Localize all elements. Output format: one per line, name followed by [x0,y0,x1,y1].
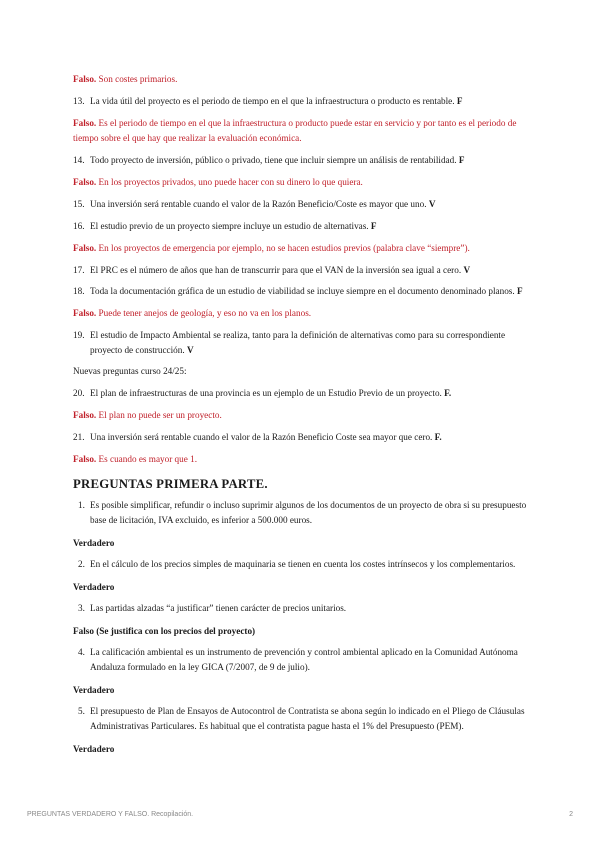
verdict: Verdadero [73,538,115,548]
note-text: Puede tener anejos de geología, y eso no va en los planos. [98,308,312,318]
question-text: Una inversión será rentable cuando el valor de la Razón Beneficio/Coste es mayor que uno. [90,199,427,209]
page-content [73,72,533,763]
verdict: Verdadero [73,744,115,754]
question-answer: V [186,345,194,355]
note-21 [73,452,533,467]
question-15 [73,197,533,212]
question-number: 13. [73,96,85,106]
question-number: 20. [73,388,85,398]
question-19 [73,328,533,358]
question-number: 19. [73,330,85,340]
section-heading: PREGUNTAS PRIMERA PARTE. [73,477,268,491]
question-number: 14. [73,155,85,165]
note-text: Son costes primarios. [98,74,178,84]
note-label: Falso. [73,454,97,464]
note-label: Falso. [73,118,97,128]
note-16 [73,241,533,256]
pq-3 [73,601,533,616]
note-18 [73,306,533,321]
verdict: Verdadero [73,582,115,592]
pq-4 [73,645,533,675]
question-text: Es posible simplificar, refundir o incluso suprimir algunos de los documentos de un proyecto de obra si su presupuesto base de licitación, IVA excluido, es inferior a 500.000 euros. [90,500,527,525]
question-number: 3. [78,603,85,613]
question-text: El PRC es el número de años que han de transcurrir para que el VAN de la inversión sea igual a cero. [90,265,462,275]
question-answer: F [458,155,465,165]
verdict: Verdadero [73,685,115,695]
page-footer [27,811,573,818]
question-number: 16. [73,221,85,231]
note-label: Falso. [73,308,97,318]
question-text: El estudio de Impacto Ambiental se realiza, tanto para la definición de alternativas como para su correspondiente proyecto de construcción. [90,330,506,355]
question-text: La calificación ambiental es un instrumento de prevención y control ambiental aplicado en la Comunidad Autónoma Andaluza formulado en la ley GICA (7/2007, de 9 de julio). [90,647,518,672]
note-text: En los proyectos de emergencia por ejemplo, no se hacen estudios previos (palabra clave “siempre”). [98,243,470,253]
question-number: 2. [78,559,85,569]
pq-2 [73,557,533,572]
question-text: Las partidas alzadas “a justificar” tienen carácter de precios unitarios. [90,603,347,613]
footer-title: PREGUNTAS VERDADERO Y FALSO. Recopilación. [27,811,194,818]
question-number: 4. [78,647,85,657]
pq-5 [73,704,533,734]
question-18 [73,284,533,299]
question-16 [73,219,533,234]
question-text: El plan de infraestructuras de una provincia es un ejemplo de un Estudio Previo de un proyecto. [90,388,442,398]
new-questions-label: Nuevas preguntas curso 24/25: [73,366,187,376]
question-number: 21. [73,432,85,442]
question-answer: F [516,286,523,296]
note-text: Es cuando es mayor que 1. [98,454,198,464]
note-label: Falso. [73,243,97,253]
note-12 [73,72,533,87]
note-13 [73,116,533,146]
question-number: 17. [73,265,85,275]
question-text: El estudio previo de un proyecto siempre incluye un estudio de alternativas. [90,221,369,231]
question-14 [73,153,533,168]
question-number: 1. [78,500,85,510]
pq-1 [73,498,533,528]
question-text: En el cálculo de los precios simples de maquinaria se tienen en cuenta los costes intrínsecos y los complementarios. [90,559,516,569]
question-text: El presupuesto de Plan de Ensayos de Autocontrol de Contratista se abona según lo indicado en el Pliego de Cláusulas Administrativas Particulares. Es habitual que el contratista pague hasta el 1% del Presupuesto (PEM). [90,706,525,731]
note-label: Falso. [73,74,97,84]
note-label: Falso. [73,177,97,187]
question-text: Una inversión será rentable cuando el valor de la Razón Beneficio Coste sea mayor que cero. [90,432,433,442]
question-20 [73,386,533,401]
question-answer: V [463,265,471,275]
question-text: La vida útil del proyecto es el periodo de tiempo en el que la infraestructura o producto es rentable. [90,96,455,106]
question-answer: V [428,199,436,209]
question-answer: F [370,221,377,231]
note-text: Es el periodo de tiempo en el que la infraestructura o producto puede estar en servicio y por tanto es el periodo de tiempo sobre el que hay que realizar la evaluación económica. [73,118,517,143]
question-answer: F [456,96,463,106]
note-14 [73,175,533,190]
question-number: 15. [73,199,85,209]
question-17 [73,263,533,278]
note-20 [73,408,533,423]
page-number: 2 [569,811,573,818]
question-text: Toda la documentación gráfica de un estudio de viabilidad se incluye siempre en el documento denominado planos. [90,286,515,296]
question-13 [73,94,533,109]
question-number: 18. [73,286,85,296]
note-text: En los proyectos privados, uno puede hacer con su dinero lo que quiera. [98,177,363,187]
question-text: Todo proyecto de inversión, público o privado, tiene que incluir siempre un análisis de rentabilidad. [90,155,457,165]
question-number: 5. [78,706,85,716]
question-21 [73,430,533,445]
question-answer: F. [434,432,442,442]
question-answer: F. [444,388,452,398]
note-text: El plan no puede ser un proyecto. [98,410,222,420]
verdict: Falso (Se justifica con los precios del proyecto) [73,626,256,636]
note-label: Falso. [73,410,97,420]
